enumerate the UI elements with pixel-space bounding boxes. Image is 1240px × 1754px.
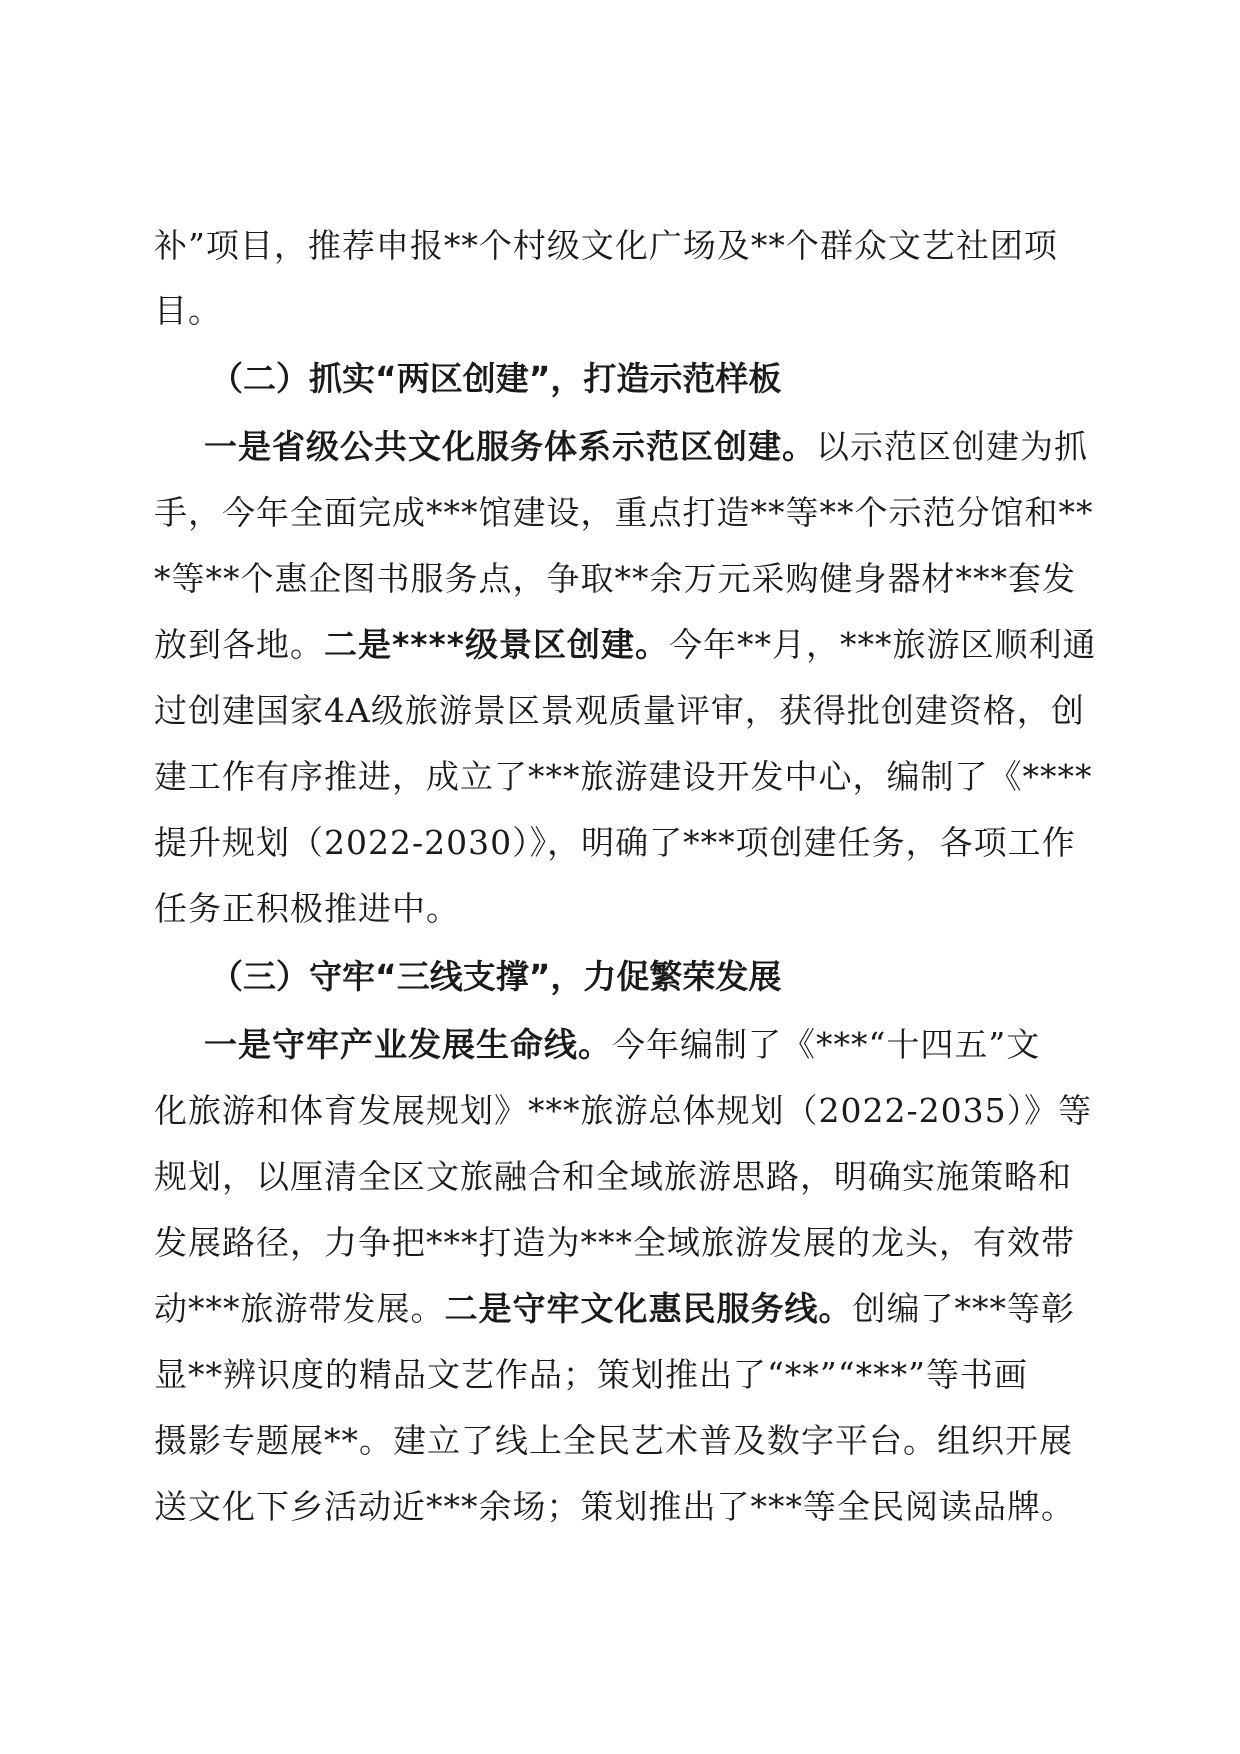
text-line: 今年编制了《***“十四五”文: [612, 1025, 1041, 1064]
text-line: 过创建国家4A级旅游景区景观质量评审，获得批创建资格，创: [154, 691, 1085, 730]
item-title: 二是守牢文化惠民服务线。: [444, 1289, 853, 1328]
text-line: 规划，以厘清全区文旅融合和全域旅游思路，明确实施策略和: [154, 1157, 1072, 1196]
body-line: [154, 889, 460, 929]
item-title: 一是省级公共文化服务体系示范区创建。: [204, 427, 816, 466]
body-line: [154, 1091, 1092, 1131]
section-heading-three: （三）守牢“三线支撑”，力促繁荣发展: [210, 957, 782, 996]
body-line: [154, 1355, 1028, 1395]
body-line: [154, 1223, 1075, 1263]
item-title: 一是守牢产业发展生命线。: [204, 1025, 612, 1064]
body-line: [154, 226, 1058, 266]
text-line: 建工作有序推进，成立了***旅游建设开发中心，编制了《****: [154, 757, 1093, 796]
item-title: 二是****级景区创建。: [324, 625, 670, 664]
text-line: 化旅游和体育发展规划》***旅游总体规划（2022-2035）》等: [154, 1091, 1093, 1130]
body-line: [154, 691, 1085, 731]
body-line: [154, 559, 1076, 599]
text-line: 动***旅游带发展。: [154, 1289, 445, 1328]
text-line: 送文化下乡活动近***余场；策划推出了***等全民阅读品牌。: [154, 1487, 1075, 1526]
text-line: 摄影专题展**。建立了线上全民艺术普及数字平台。组织开展: [154, 1421, 1073, 1460]
text-line: 任务正积极推进中。: [154, 889, 460, 928]
body-line: [154, 1487, 1075, 1527]
text-line: 发展路径，力争把***打造为***全域旅游发展的龙头，有效带: [154, 1223, 1075, 1262]
body-line: [154, 757, 1093, 797]
text-line: 补”项目，推荐申报**个村级文化广场及**个群众文艺社团项: [154, 226, 1058, 265]
text-line: *等**个惠企图书服务点，争取**余万元采购健身器材***套发: [154, 559, 1076, 598]
body-line: [154, 1289, 1075, 1329]
body-line: [154, 823, 1076, 863]
text-line: 以示范区创建为抓: [816, 427, 1088, 466]
text-line: 提升规划（2022-2030）》，明确了***项创建任务，各项工作: [154, 823, 1076, 862]
text-line: 手，今年全面完成***馆建设，重点打造**等**个示范分馆和**: [154, 493, 1094, 532]
body-line: [204, 427, 1088, 467]
body-line: [154, 291, 222, 331]
section-heading-two: （二）抓实“两区创建”，打造示范样板: [210, 359, 782, 398]
body-line: [154, 625, 1097, 665]
text-line: 创编了***等彰: [852, 1289, 1075, 1328]
body-line: [154, 1157, 1072, 1197]
text-line: 放到各地。: [154, 625, 324, 664]
body-line: [154, 1421, 1073, 1461]
body-line: [204, 1025, 1040, 1065]
text-line: 目。: [154, 291, 222, 330]
text-line: 显**辨识度的精品文艺作品；策划推出了“**”“***”等书画: [154, 1355, 1028, 1394]
body-line: [154, 493, 1094, 533]
text-line: 今年**月，***旅游区顺利通: [669, 625, 1097, 664]
